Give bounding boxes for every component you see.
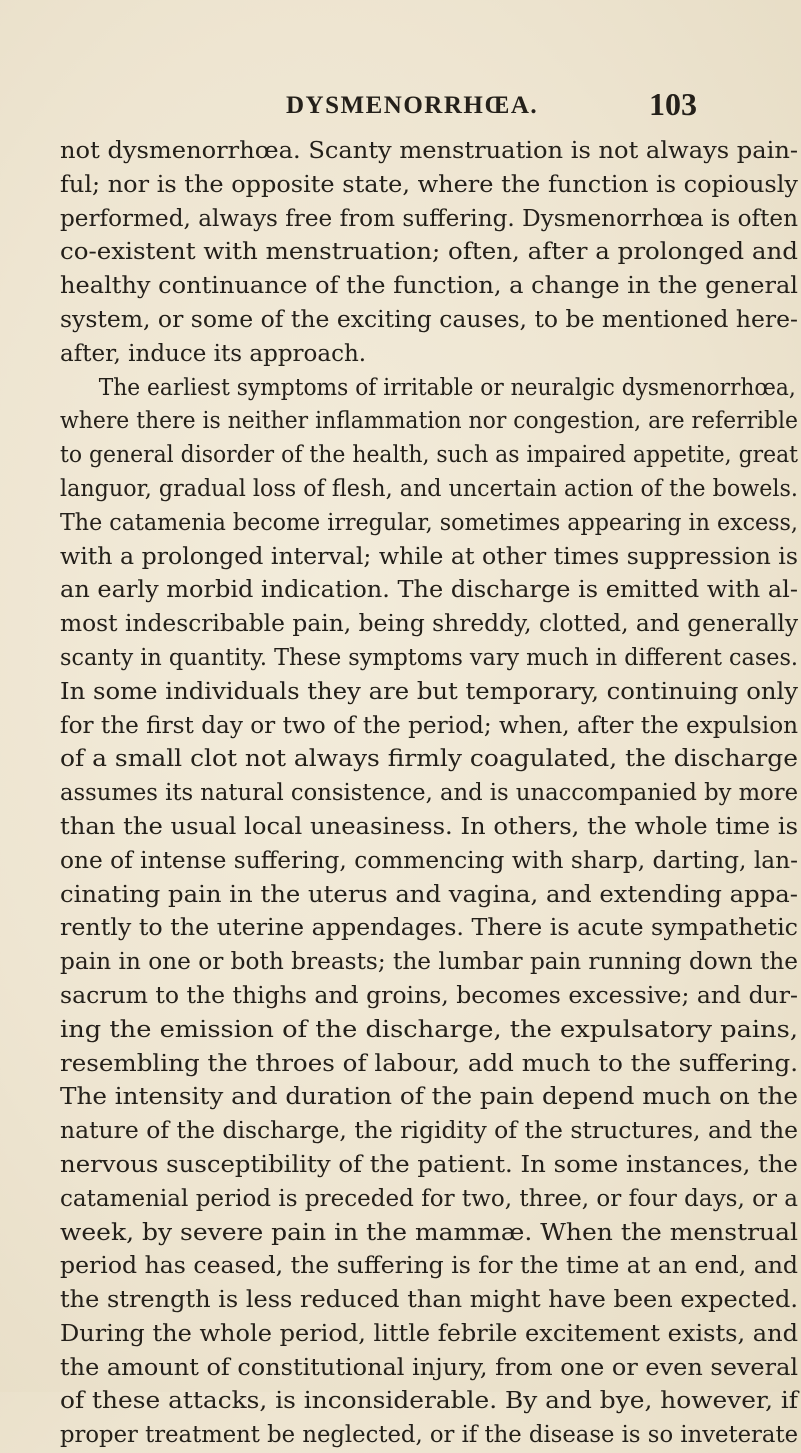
body-text	[60, 135, 800, 1453]
text-line: period has ceased, the suffering is for the time at an end, and	[60, 1253, 798, 1280]
text-line: most indescribable pain, being shreddy, clotted, and generally	[60, 611, 799, 638]
text-line: after, induce its approach.	[60, 340, 367, 367]
running-title: DYSMENORRHŒA.	[286, 92, 539, 119]
text-line: proper treatment be neglected, or if the disease is so inveterate	[60, 1422, 799, 1449]
text-line: where there is neither inflammation nor congestion, are referrible	[60, 408, 799, 435]
text-line: nervous susceptibility of the patient. In some instances, the	[60, 1151, 798, 1178]
text-line: ing the emission of the discharge, the expulsatory pains,	[60, 1016, 798, 1043]
text-line: assumes its natural consistence, and is unaccompanied by more	[60, 780, 799, 807]
text-line: system, or some of the exciting causes, to be mentioned here-	[60, 306, 798, 333]
running-head	[0, 86, 801, 126]
text-line: performed, always free from suffering. Dysmenorrhœa is often	[60, 205, 798, 232]
text-line: scanty in quantity. These symptoms vary much in different cases.	[60, 644, 799, 671]
text-line: ful; nor is the opposite state, where the function is copiously	[60, 171, 798, 198]
text-line: of a small clot not always firmly coagulated, the discharge	[60, 746, 798, 773]
text-line: In some individuals they are but temporary, continuing only	[60, 678, 799, 705]
text-line: nature of the discharge, the rigidity of the structures, and the	[60, 1118, 799, 1145]
text-line: cinating pain in the uterus and vagina, and extending appa-	[60, 881, 798, 908]
text-line: the strength is less reduced than might have been expected.	[60, 1287, 799, 1314]
text-line: than the usual local uneasiness. In others, the whole time is	[60, 813, 799, 840]
text-line: not dysmenorrhœa. Scanty menstruation is not always pain-	[60, 138, 799, 164]
text-line: week, by severe pain in the mammæ. When the menstrual	[60, 1219, 799, 1246]
text-line: sacrum to the thighs and groins, becomes excessive; and dur-	[60, 982, 798, 1009]
text-line: catamenial period is preceded for two, three, or four days, or a	[60, 1185, 799, 1212]
text-line: The intensity and duration of the pain depend much on the	[60, 1084, 798, 1111]
paragraph-start-line: The earliest symptoms of irritable or neuralgic dysmenorrhœa,	[98, 374, 796, 401]
text-line: an early morbid indication. The discharge is emitted with al-	[60, 577, 798, 604]
text-line: The catamenia become irregular, sometimes appearing in excess,	[60, 509, 798, 536]
text-line: one of intense suffering, commencing with sharp, darting, lan-	[60, 847, 798, 874]
text-line: rently to the uterine appendages. There is acute sympathetic	[60, 915, 799, 942]
text-line: healthy continuance of the function, a change in the general	[60, 273, 798, 300]
text-line: co-existent with menstruation; often, after a prolonged and	[60, 239, 799, 266]
page-number: 103	[649, 86, 697, 122]
text-line: During the whole period, little febrile excitement exists, and	[60, 1320, 798, 1347]
text-line: for the first day or two of the period; when, after the expulsion	[60, 712, 799, 739]
text-line: the amount of constitutional injury, from one or even several	[60, 1354, 799, 1381]
text-line: pain in one or both breasts; the lumbar pain running down the	[60, 949, 798, 976]
text-line: languor, gradual loss of flesh, and uncertain action of the bowels.	[60, 475, 798, 502]
text-line: resembling the throes of labour, add much to the suffering.	[60, 1050, 799, 1077]
text-line: of these attacks, is inconsiderable. By and bye, however, if	[60, 1388, 799, 1415]
text-line: to general disorder of the health, such as impaired appetite, great	[60, 442, 798, 469]
text-line: with a prolonged interval; while at other times suppression is	[60, 543, 798, 570]
